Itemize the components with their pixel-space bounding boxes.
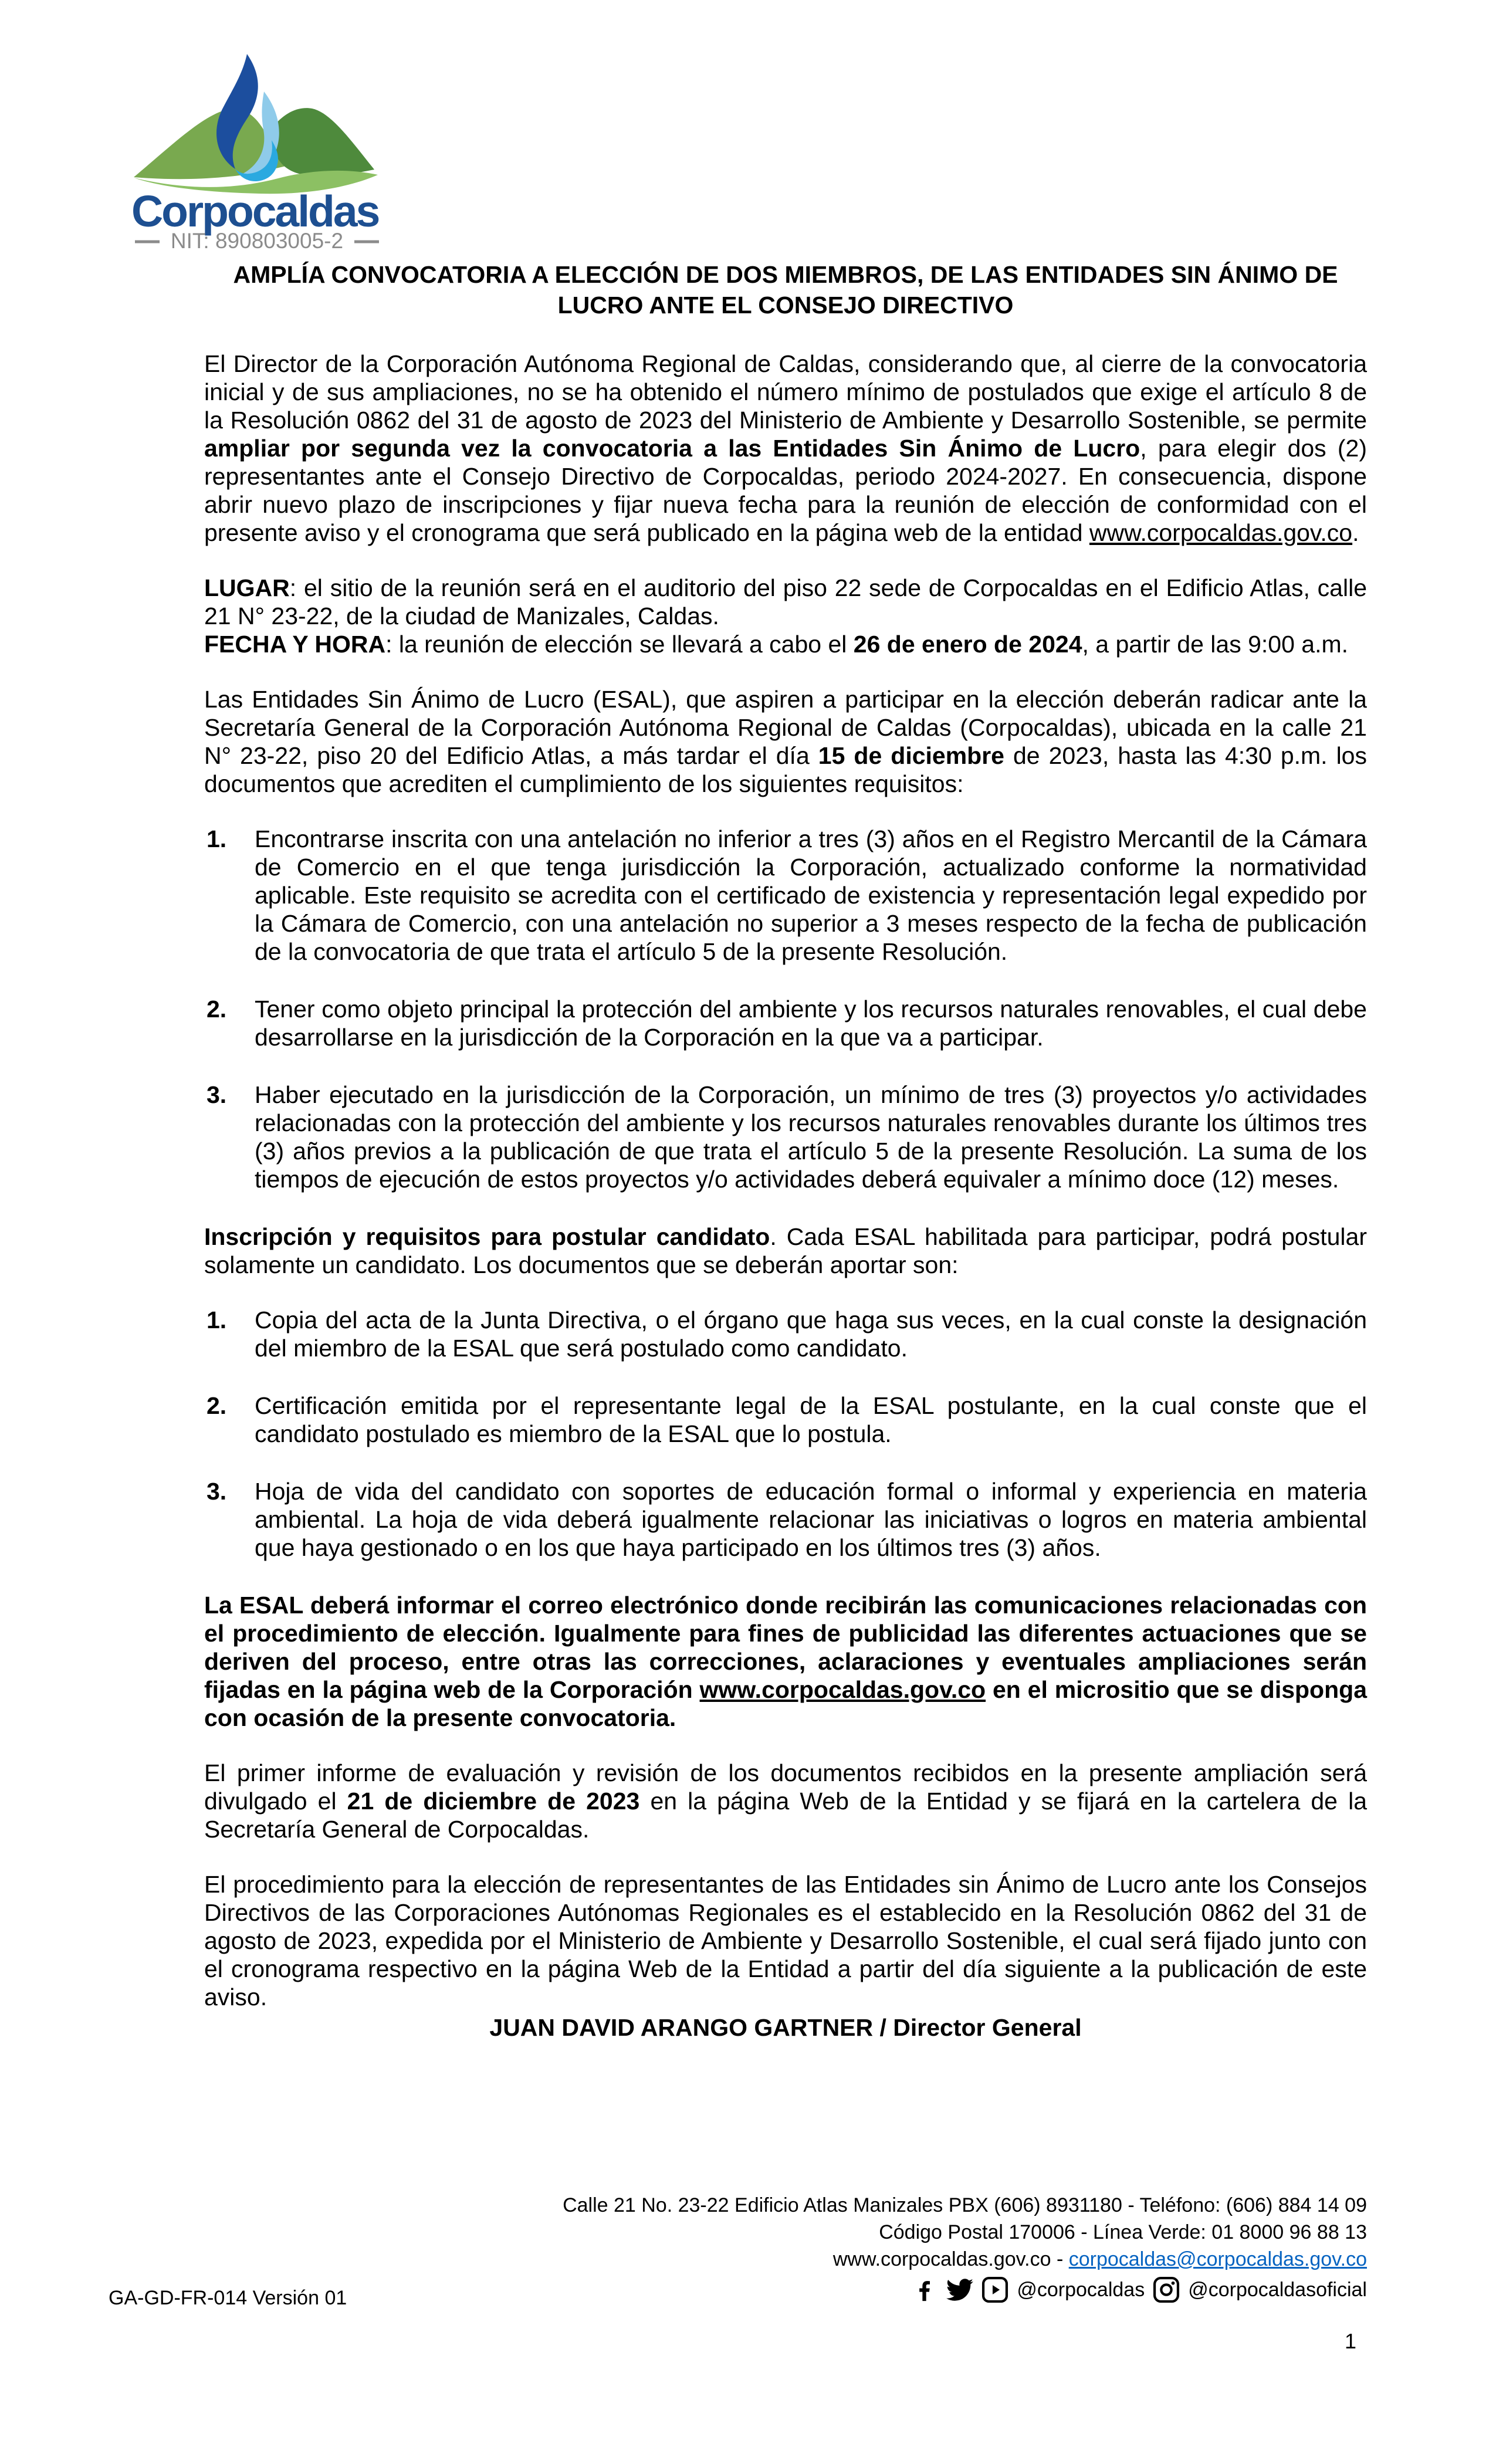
inscripcion-paragraph: [204, 1223, 1367, 1279]
list-item: [204, 1081, 1367, 1193]
list-number: 2.: [207, 996, 227, 1023]
list-item-text: Hoja de vida del candidato con soportes de educación formal o informal y experiencia en materia ambiental. La hoja de vida deberá igualmente relacionar las iniciativas o logros en materia ambiental que haya gestionado o en los que haya participado en los últimos tres (3) años.: [255, 1478, 1367, 1561]
bold-run: 26 de enero de 2024: [853, 631, 1082, 658]
bold-run: La ESAL deberá informar el correo electrónico donde recibirán las comunicaciones relacionadas con el procedimiento de elección. Igualmente para fines de publicidad las diferentes actuaciones que se deriven del proceso, entre otras las correcciones, aclaraciones y eventuales ampliaciones serán fijadas en la página web de la Corporación: [204, 1592, 1367, 1703]
intro-paragraph: [204, 350, 1367, 547]
social-handle: @corpocaldas: [1017, 2279, 1145, 2301]
list-number: 2.: [207, 1392, 227, 1419]
instagram-icon[interactable]: [1153, 2276, 1180, 2303]
list-item: [204, 1306, 1367, 1362]
bold-run: ampliar por segunda vez la convocatoria a las Entidades Sin Ánimo de Lucro: [204, 435, 1140, 462]
title-line-2: LUCRO ANTE EL CONSEJO DIRECTIVO: [557, 292, 1014, 319]
procedimiento-paragraph: [204, 1870, 1367, 2011]
youtube-icon[interactable]: [981, 2276, 1008, 2303]
text-run: .: [1352, 519, 1359, 546]
list-number: 1.: [207, 825, 227, 852]
footer-website: www.corpocaldas.gov.co -: [832, 2248, 1069, 2270]
bold-run: 15 de diciembre: [818, 742, 1004, 769]
social-handle: @corpocaldasoficial: [1188, 2279, 1367, 2301]
bold-run: en el micrositio que se disponga con ocasión de la presente convocatoria.: [204, 1676, 1367, 1731]
list-item: [204, 825, 1367, 966]
inscripcion-label: Inscripción y requisitos para postular candidato: [204, 1223, 770, 1250]
website-link[interactable]: www.corpocaldas.gov.co: [699, 1676, 986, 1703]
text-run: El Director de la Corporación Autónoma Regional de Caldas, considerando que, al cierre de la convocatoria inicial y de sus ampliaciones, no se ha obtenido el número mínimo de postulados que exige el artículo 8 de la Resolución 0862 del 31 de agosto de 2023 del Ministerio de Ambiente y Desarrollo Sostenible, se permite: [204, 350, 1367, 434]
list-item-text: Haber ejecutado en la jurisdicción de la Corporación, un mínimo de tres (3) proyectos y/o actividades relacionadas con la protección del ambiente y los recursos naturales renovables durante los últimos tres (3) años previos a la publicación de que trata el artículo 5 de la presente Resolución. La suma de los tiempos de ejecución de estos proyectos y/o actividades deberá equivaler a mínimo doce (12) meses.: [255, 1081, 1367, 1193]
footer-web-line: [370, 2246, 1367, 2273]
social-row: [370, 2276, 1367, 2303]
esal-paragraph: [204, 685, 1367, 798]
corpocaldas-logo: [130, 53, 384, 250]
list-number: 3.: [207, 1478, 227, 1505]
title-line-1: AMPLÍA CONVOCATORIA A ELECCIÓN DE DOS MIEMBROS, DE LAS ENTIDADES SIN ÁNIMO DE: [233, 261, 1338, 288]
footer-address: Calle 21 No. 23-22 Edificio Atlas Manizales PBX (606) 8931180 - Teléfono: (606) 884 14 09: [563, 2194, 1367, 2216]
page-title: [204, 259, 1367, 320]
list-number: 1.: [207, 1307, 227, 1333]
document-body: [204, 259, 1367, 2042]
twitter-icon[interactable]: [946, 2276, 973, 2303]
list-item: [204, 995, 1367, 1051]
fecha-label: FECHA Y HORA: [204, 631, 386, 658]
footer-contact-block: [370, 2192, 1367, 2303]
fecha-paragraph: [204, 630, 1367, 658]
lugar-paragraph: [204, 574, 1367, 630]
aviso-correo-paragraph: [204, 1591, 1367, 1732]
text-run: de 2023, hasta las 4:30 p.m. los documentos que acrediten el cumplimiento de los siguientes requisitos:: [204, 742, 1367, 797]
lugar-label: LUGAR: [204, 574, 290, 601]
list-item-text: Certificación emitida por el representante legal de la ESAL postulante, en la cual conste que el candidato postulado es miembro de la ESAL que lo postula.: [255, 1392, 1367, 1447]
list-item-text: Encontrarse inscrita con una antelación no inferior a tres (3) años en el Registro Mercantil de la Cámara de Comercio en el que tenga jurisdicción la Corporación, actualizado conforme la normatividad aplicable. Este requisito se acredita con el certificado de existencia y representación legal expedido por la Cámara de Comercio, con una antelación no superior a 3 meses respecto de la fecha de publicación de la convocatoria de que trata el artículo 5 de la presente Resolución.: [255, 825, 1367, 965]
text-run: El primer informe de evaluación y revisión de los documentos recibidos en la presente ampliación será divulgado el: [204, 1759, 1367, 1815]
list-item: [204, 1477, 1367, 1562]
website-link[interactable]: www.corpocaldas.gov.co: [1089, 519, 1353, 546]
bold-run: 21 de diciembre de 2023: [347, 1788, 640, 1815]
informe-paragraph: [204, 1759, 1367, 1843]
footer-postal: Código Postal 170006 - Línea Verde: 01 8000 96 88 13: [879, 2221, 1367, 2243]
text-run: , a partir de las 9:00 a.m.: [1082, 631, 1349, 658]
logo-wordmark: Corpocaldas: [131, 187, 379, 236]
logo-nit: NIT: 890803005-2: [170, 229, 344, 250]
list-item-text: Tener como objeto principal la protección del ambiente y los recursos naturales renovables, el cual debe desarrollarse en la jurisdicción de la Corporación en la que va a participar.: [255, 996, 1367, 1051]
text-run: El procedimiento para la elección de representantes de las Entidades sin Ánimo de Lucro ante los Consejos Directivos de las Corporaciones Autónomas Regionales es el establecido en la Resolución 0862 del 31 de agosto de 2023, expedida por el Ministerio de Ambiente y Desarrollo Sostenible, el cual será fijado junto con el cronograma respectivo en la página Web de la Entidad a partir del día siguiente a la publicación de este aviso.: [204, 1871, 1367, 2011]
text-run: en la página Web de la Entidad y se fijará en la cartelera de la Secretaría General de Corpocaldas.: [204, 1788, 1367, 1843]
list-number: 3.: [207, 1081, 227, 1108]
page-number: 1: [1344, 2329, 1356, 2353]
form-code: GA-GD-FR-014 Versión 01: [109, 2287, 347, 2309]
text-run: . Cada ESAL habilitada para participar, podrá postular solamente un candidato. Los documentos que se deberán aportar son:: [204, 1223, 1367, 1278]
text-run: : el sitio de la reunión será en el auditorio del piso 22 sede de Corpocaldas en el Edificio Atlas, calle 21 N° 23-22, de la ciudad de Manizales, Caldas.: [204, 574, 1367, 629]
email-link[interactable]: corpocaldas@corpocaldas.gov.co: [1068, 2248, 1367, 2270]
text-run: : la reunión de elección se llevará a cabo el: [385, 631, 854, 658]
facebook-icon[interactable]: [911, 2276, 938, 2303]
signature-line: JUAN DAVID ARANGO GARTNER / Director General: [489, 2014, 1082, 2041]
text-run: , para elegir dos (2) representantes ante el Consejo Directivo de Corpocaldas, periodo 2024-2027. En consecuencia, dispone abrir nuevo plazo de inscripciones y fijar nueva fecha para la reunión de elección de conformidad con el presente aviso y el cronograma que será publicado en la página web de la entidad: [204, 435, 1367, 546]
list-item-text: Copia del acta de la Junta Directiva, o el órgano que haga sus veces, en la cual conste la designación del miembro de la ESAL que será postulado como candidato.: [255, 1307, 1367, 1362]
list-item: [204, 1392, 1367, 1448]
text-run: Las Entidades Sin Ánimo de Lucro (ESAL), que aspiren a participar en la elección deberán radicar ante la Secretaría General de la Corporación Autónoma Regional de Caldas (Corpocaldas), ubicada en la calle 21 N° 23-22, piso 20 del Edificio Atlas, a más tardar el día: [204, 686, 1367, 769]
